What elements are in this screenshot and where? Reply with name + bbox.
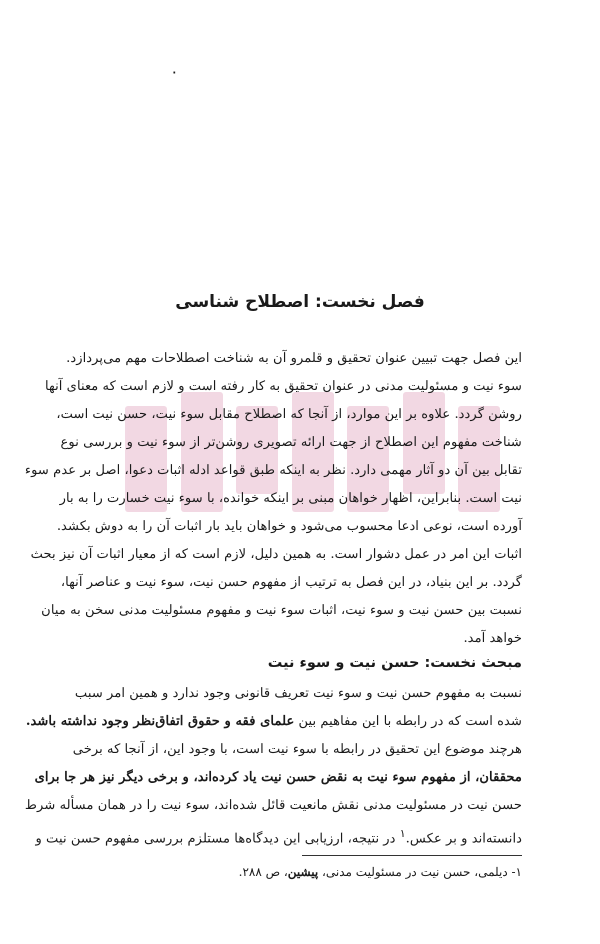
text-line: آورده است، نوعی ادعا محسوب می‌شود و خواهان باید بار اثبات آن را به دوش بکشد. bbox=[56, 519, 522, 534]
text-line: نسبت به مفهوم حسن نیت و سوء نیت تعریف قانونی وجود ندارد و همین امر سبب bbox=[74, 686, 522, 701]
text-line: اثبات این امر در عمل دشوار است. به همین دلیل، لازم است که از معیار اثبات آن نیز بحث bbox=[30, 547, 522, 562]
text-line: سوء نیت و مسئولیت مدنی در عنوان تحقیق به کار رفته است و لازم است که معنای آنها bbox=[45, 379, 522, 394]
footnote bbox=[92, 862, 522, 882]
intro-paragraph bbox=[24, 345, 522, 653]
text-line: گردد. بر این بنیاد، در این فصل به ترتیب از مفهوم حسن نیت، سوء نیت و عناصر آنها، bbox=[60, 575, 522, 590]
section-paragraph bbox=[24, 680, 522, 853]
text-line: نیت است. بنابراین، اظهار خواهان مبنی بر اینکه خوانده، با سوء نیت خسارت را به بار bbox=[59, 491, 522, 506]
text-line: شناخت مفهوم این اصطلاح از جهت ارائه تصویری روشن‌تر از سوء نیت و بررسی نوع bbox=[60, 435, 522, 450]
footnote-page: ، ص ۲۸۸. bbox=[238, 865, 288, 879]
text-line: خواهد آمد. bbox=[463, 631, 522, 646]
page-number: ۰ bbox=[170, 62, 179, 81]
chapter-title: فصل نخست: اصطلاح شناسی bbox=[175, 292, 425, 312]
text-line: روشن گردد. علاوه بر این موارد، از آنجا که اصطلاح مقابل سوء نیت، حسن نیت است، bbox=[56, 407, 522, 422]
bold-text-segment: علمای فقه و حقوق اتفاق‌نظر وجود نداشته باشد. bbox=[25, 714, 295, 729]
text-line: هرچند موضوع این تحقیق در رابطه با سوء نیت است، با وجود این، از آنجا که برخی bbox=[72, 742, 522, 757]
text-line: نسبت بین حسن نیت و سوء نیت، اثبات سوء نیت و مفهوم مسئولیت مدنی سخن به میان bbox=[41, 603, 522, 618]
text-line: حسن نیت در مسئولیت مدنی نقش مانعیت قائل شده‌اند، سوء نیت را در همان مسأله شرط bbox=[24, 798, 522, 813]
footnote-marker[interactable]: ۱ bbox=[399, 827, 406, 840]
text-segment: شده است که در رابطه با این مفاهیم بین bbox=[298, 714, 522, 729]
footnote-number: ۱- bbox=[511, 865, 522, 879]
text-line bbox=[25, 708, 522, 736]
text-segment: دانسته‌اند و بر عکس. bbox=[405, 831, 522, 847]
text-line: محققان، از مفهوم سوء نیت به نقض حسن نیت یاد کرده‌اند، و برخی دیگر نیز هر جا برای bbox=[34, 770, 522, 785]
footnote-publisher: پیشین bbox=[287, 865, 319, 879]
section-heading: مبحث نخست: حسن نیت و سوء نیت bbox=[267, 655, 522, 671]
footnote-citation: دیلمی، حسن نیت در مسئولیت مدنی، bbox=[318, 865, 512, 879]
text-line: این فصل جهت تبیین عنوان تحقیق و قلمرو آن به شناخت اصطلاحات مهم می‌پردازد. bbox=[66, 351, 522, 366]
footnote-divider bbox=[302, 855, 522, 856]
text-line bbox=[35, 820, 522, 853]
text-line: تقابل بین آن دو آثار مهمی دارد. نظر به اینکه طبق قواعد ادله اثبات دعوا، اصل بر عدم سوء bbox=[24, 463, 522, 478]
text-segment: در نتیجه، ارزیابی این دیدگاه‌ها مستلزم بررسی مفهوم حسن نیت و bbox=[35, 831, 400, 847]
